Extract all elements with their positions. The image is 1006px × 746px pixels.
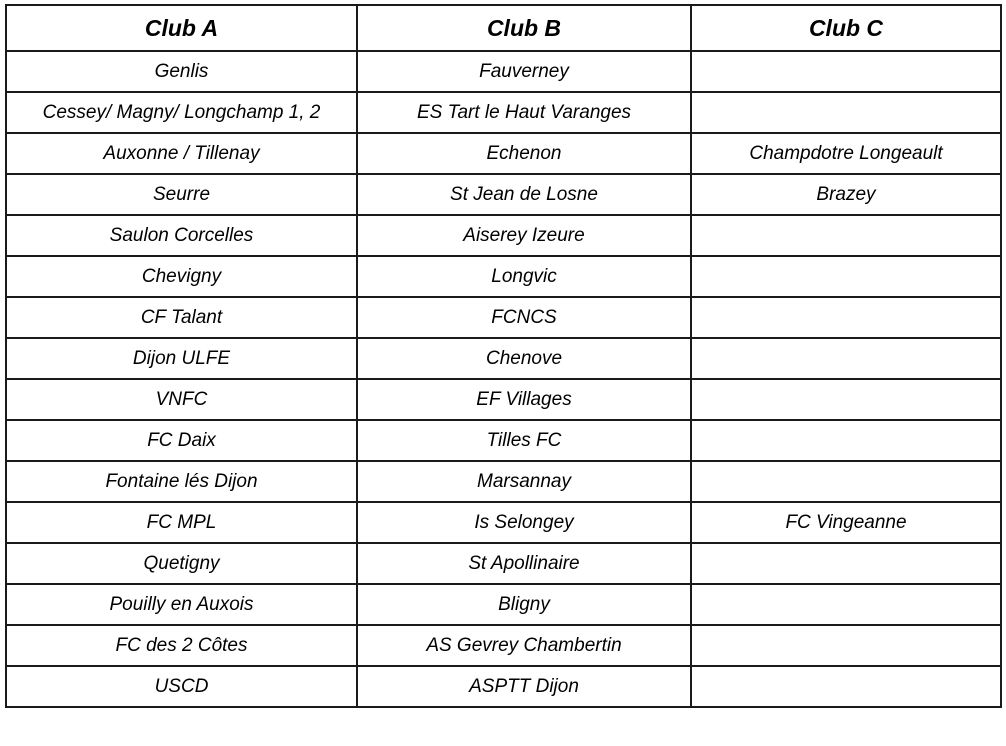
- club-c-cell: [691, 420, 1001, 461]
- club-a-cell: Auxonne / Tillenay: [6, 133, 357, 174]
- club-b-cell: Echenon: [357, 133, 691, 174]
- table-row: [6, 625, 1001, 666]
- club-a-cell: FC MPL: [6, 502, 357, 543]
- club-b-cell: ASPTT Dijon: [357, 666, 691, 707]
- club-a-cell: Fontaine lés Dijon: [6, 461, 357, 502]
- table-row: [6, 502, 1001, 543]
- club-a-cell: Pouilly en Auxois: [6, 584, 357, 625]
- club-a-cell: Dijon ULFE: [6, 338, 357, 379]
- table-row: [6, 256, 1001, 297]
- club-c-cell: [691, 51, 1001, 92]
- table-row: [6, 297, 1001, 338]
- club-b-cell: Is Selongey: [357, 502, 691, 543]
- club-b-cell: Tilles FC: [357, 420, 691, 461]
- club-c-cell: [691, 543, 1001, 584]
- club-a-cell: FC des 2 Côtes: [6, 625, 357, 666]
- club-b-cell: ES Tart le Haut Varanges: [357, 92, 691, 133]
- table-row: [6, 420, 1001, 461]
- club-b-cell: Chenove: [357, 338, 691, 379]
- club-c-cell: [691, 379, 1001, 420]
- club-a-cell: Quetigny: [6, 543, 357, 584]
- header-club-a: Club A: [6, 5, 357, 51]
- table-row: [6, 133, 1001, 174]
- club-a-cell: Cessey/ Magny/ Longchamp 1, 2: [6, 92, 357, 133]
- club-c-cell: [691, 461, 1001, 502]
- club-c-cell: [691, 256, 1001, 297]
- club-b-cell: Longvic: [357, 256, 691, 297]
- club-b-cell: AS Gevrey Chambertin: [357, 625, 691, 666]
- table-row: [6, 543, 1001, 584]
- club-b-cell: FCNCS: [357, 297, 691, 338]
- table-row: [6, 338, 1001, 379]
- club-b-cell: St Apollinaire: [357, 543, 691, 584]
- table-row: [6, 51, 1001, 92]
- club-a-cell: Saulon Corcelles: [6, 215, 357, 256]
- table-body: [6, 51, 1001, 707]
- club-c-cell: Brazey: [691, 174, 1001, 215]
- club-a-cell: CF Talant: [6, 297, 357, 338]
- clubs-table: [5, 4, 1002, 708]
- club-c-cell: [691, 215, 1001, 256]
- table-row: [6, 215, 1001, 256]
- table-row: [6, 92, 1001, 133]
- club-a-cell: VNFC: [6, 379, 357, 420]
- club-c-cell: FC Vingeanne: [691, 502, 1001, 543]
- club-b-cell: Marsannay: [357, 461, 691, 502]
- club-c-cell: Champdotre Longeault: [691, 133, 1001, 174]
- table-row: [6, 379, 1001, 420]
- header-club-b: Club B: [357, 5, 691, 51]
- club-b-cell: Bligny: [357, 584, 691, 625]
- table-row: [6, 666, 1001, 707]
- table-row: [6, 461, 1001, 502]
- club-c-cell: [691, 297, 1001, 338]
- club-a-cell: Genlis: [6, 51, 357, 92]
- club-c-cell: [691, 584, 1001, 625]
- header-row: [6, 5, 1001, 51]
- club-b-cell: Fauverney: [357, 51, 691, 92]
- club-b-cell: EF Villages: [357, 379, 691, 420]
- club-c-cell: [691, 338, 1001, 379]
- club-b-cell: Aiserey Izeure: [357, 215, 691, 256]
- club-a-cell: FC Daix: [6, 420, 357, 461]
- club-c-cell: [691, 92, 1001, 133]
- club-c-cell: [691, 666, 1001, 707]
- club-c-cell: [691, 625, 1001, 666]
- table-row: [6, 584, 1001, 625]
- club-a-cell: Chevigny: [6, 256, 357, 297]
- club-a-cell: USCD: [6, 666, 357, 707]
- club-b-cell: St Jean de Losne: [357, 174, 691, 215]
- header-club-c: Club C: [691, 5, 1001, 51]
- club-a-cell: Seurre: [6, 174, 357, 215]
- table-row: [6, 174, 1001, 215]
